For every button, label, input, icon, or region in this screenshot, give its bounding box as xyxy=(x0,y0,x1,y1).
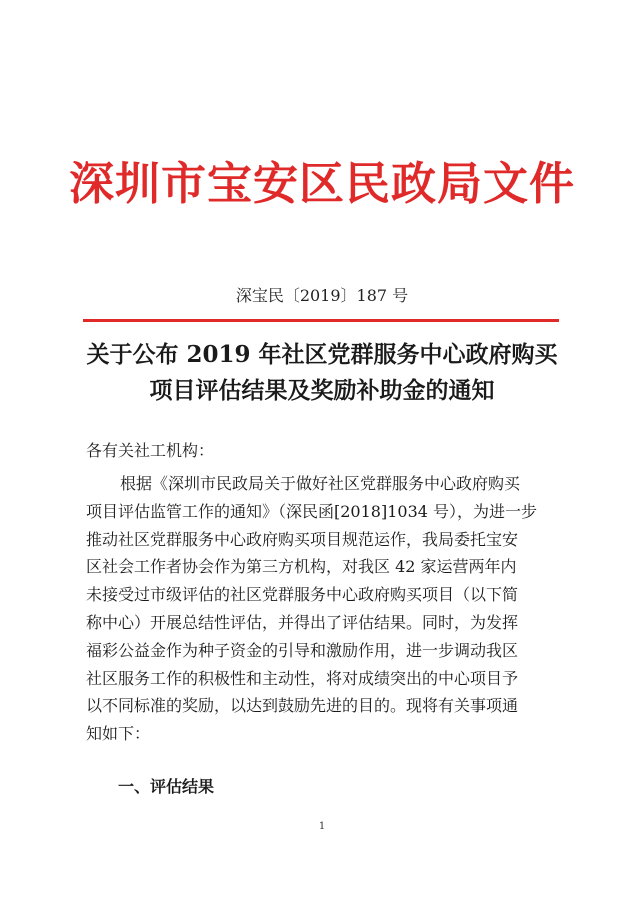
body-paragraph xyxy=(86,470,562,748)
section-heading: 一、评估结果 xyxy=(118,777,215,796)
body-line: 推动社区党群服务中心政府购买项目规范运作，我局委托宝安 xyxy=(86,529,519,549)
body-line: 社区服务工作的积极性和主动性，将对成绩突出的中心项目予 xyxy=(86,668,519,688)
body-line: 未接受过市级评估的社区党群服务中心政府购买项目（以下简 xyxy=(86,585,519,605)
body-line: 福彩公益金作为种子资金的引导和激励作用，进一步调动我区 xyxy=(86,640,519,660)
page-number: 1 xyxy=(318,821,326,832)
red-divider-line xyxy=(83,319,559,322)
document-number: 深宝民〔2019〕187 号 xyxy=(235,286,409,305)
body-line: 以不同标准的奖励，以达到鼓励先进的目的。现将有关事项通 xyxy=(86,696,519,716)
notice-title-line-2: 项目评估结果及奖励补助金的通知 xyxy=(149,377,495,404)
body-line: 区社会工作者协会作为第三方机构，对我区 42 家运营两年内 xyxy=(86,557,517,577)
body-line: 根据《深圳市民政局关于做好社区党群服务中心政府购买 xyxy=(120,474,521,493)
body-line: 项目评估监管工作的通知》（深民函[2018]1034 号），为进一步 xyxy=(86,501,538,521)
notice-title xyxy=(0,337,644,409)
salutation: 各有关社工机构： xyxy=(86,441,215,460)
masthead-title: 深圳市宝安区民政局文件 xyxy=(68,157,575,210)
body-line: 称中心）开展总结性评估，并得出了评估结果。同时，为发挥 xyxy=(86,612,519,632)
notice-title-line-1: 关于公布 2019 年社区党群服务中心政府购买 xyxy=(86,341,558,368)
body-line: 知如下： xyxy=(86,724,151,744)
